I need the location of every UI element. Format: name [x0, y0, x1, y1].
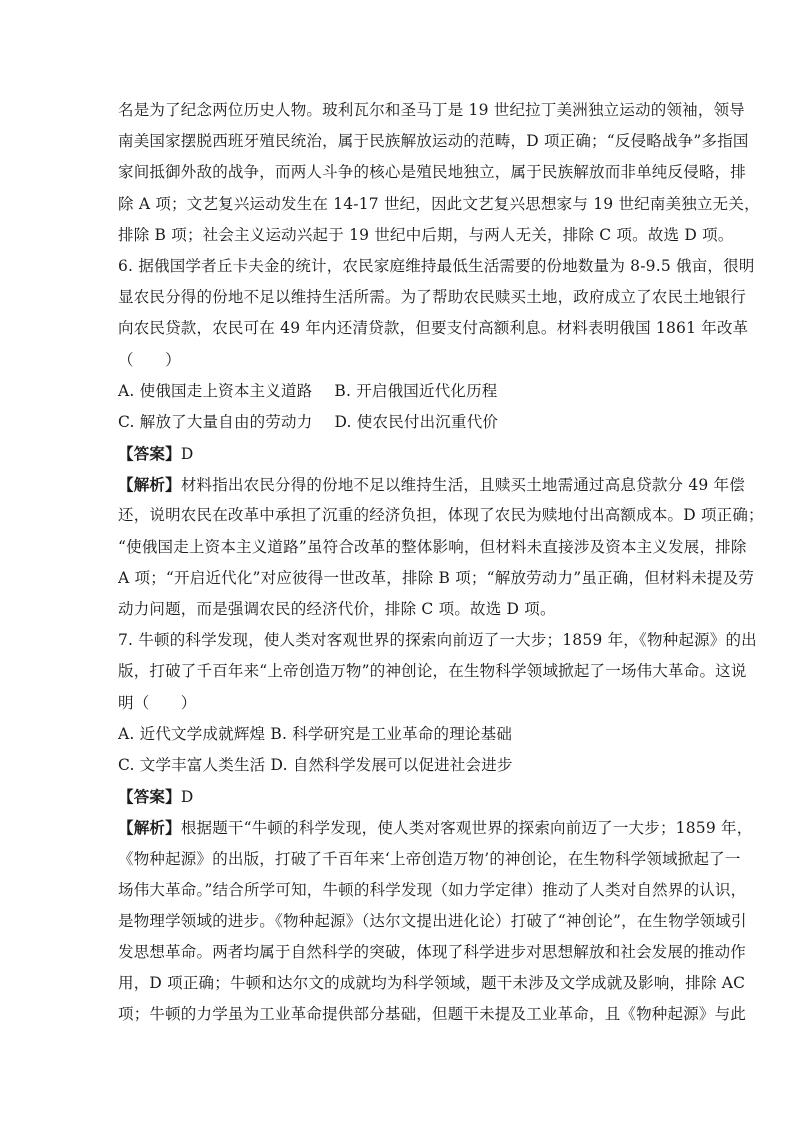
answer-line — [118, 438, 678, 469]
option-d: D. 自然科学发展可以促进社会进步 — [270, 755, 513, 774]
prev-analysis-continuation — [118, 95, 760, 251]
analysis-line: 场伟大革命。”结合所学可知，牛顿的科学发现（如力学定律）推动了人类对自然界的认识， — [118, 880, 747, 899]
answer-value: D — [180, 445, 194, 464]
text-line: 名是为了纪念两位历史人物。玻利瓦尔和圣马丁是 19 世纪拉丁美洲独立运动的领袖，领导 — [118, 101, 745, 119]
text-line: 南美国家摆脱西班牙殖民统治，属于民族解放运动的范畴，D 项正确；“反侵略战争”多指国 — [118, 132, 749, 151]
analysis-first-line — [118, 812, 753, 843]
question-stem-line: 向农民贷款，农民可在 49 年内还清贷款，但要支付高额利息。材料表明俄国 1861 年改革 — [118, 319, 749, 338]
option-a: A. 近代文学成就辉煌 — [118, 724, 266, 743]
analysis-line: 用，D 项正确；牛顿和达尔文的成就均为科学领域，题干未涉及文学成就及影响，排除 AC — [118, 974, 746, 993]
option-c: C. 文学丰富人类生活 — [118, 755, 266, 774]
question-stem-line: 7. 牛顿的科学发现，使人类对客观世界的探索向前迈了一大步；1859 年，《物种起源》的出 — [118, 631, 757, 650]
option-c: C. 解放了大量自由的劳动力 — [118, 412, 313, 431]
options-row-cd — [118, 750, 678, 781]
analysis-text: 根据题干“牛顿的科学发现，使人类对客观世界的探索向前迈了一大步；1859 年， — [180, 819, 753, 838]
answer-label: 【答案】 — [118, 444, 181, 464]
analysis-line: 还，说明农民在改革中承担了沉重的经济负担，体现了农民为赎地付出高额成本。D 项正确； — [118, 506, 764, 525]
question-stem-line: 版，打破了千百年来“上帝创造万物”的神创论，在生物科学领域掀起了一场伟大革命。这说 — [118, 662, 747, 681]
analysis-label: 【解析】 — [118, 818, 181, 838]
options-row-cd — [118, 407, 678, 438]
question-stem-line: 显农民分得的份地不足以维持生活所需。为了帮助农民赎买土地，政府成立了农民土地银行 — [118, 288, 747, 307]
option-a: A. 使俄国走上资本主义道路 — [118, 381, 313, 400]
analysis-label: 【解析】 — [118, 475, 181, 495]
analysis-line: “使俄国走上资本主义道路”虽符合改革的整体影响，但材料未直接涉及资本主义发展，排除 — [118, 537, 747, 556]
analysis-line: 项；牛顿的力学虽为工业革命提供部分基础，但题干未提及工业革命，且《物种起源》与此 — [118, 1005, 747, 1024]
question-stem-line: 明（ ） — [118, 693, 197, 712]
answer-line — [118, 781, 678, 812]
analysis-line: 发思想革命。两者均属于自然科学的突破，体现了科学进步对思想解放和社会发展的推动作 — [118, 943, 747, 962]
text-line: 排除 B 项；社会主义运动兴起于 19 世纪中后期，与两人无关，排除 C 项。故选 D 项。 — [118, 225, 734, 244]
document-page — [118, 95, 764, 1031]
answer-value: D — [180, 788, 194, 807]
analysis-line: 《物种起源》的出版，打破了千百年来‘上帝创造万物’的神创论，在生物科学领域掀起了一 — [118, 849, 741, 868]
options-row-ab — [118, 719, 678, 750]
question-6 — [118, 251, 764, 625]
option-b: B. 开启俄国近代化历程 — [334, 381, 498, 400]
answer-label: 【答案】 — [118, 787, 181, 807]
question-stem-line: 6. 据俄国学者丘卡夫金的统计，农民家庭维持最低生活需要的份地数量为 8-9.5 俄亩，很明 — [118, 256, 755, 275]
question-7 — [118, 625, 757, 1030]
text-line: 家间抵御外敌的战争，而两人斗争的核心是殖民地独立，属于民族解放而非单纯反侵略，排 — [118, 163, 747, 182]
analysis-first-line — [118, 469, 745, 500]
analysis-line: A 项；“开启近代化”对应彼得一世改革，排除 B 项；“解放劳动力”虽正确，但材料未提及劳 — [118, 568, 755, 587]
text-line: 除 A 项；文艺复兴运动发生在 14-17 世纪，因此文艺复兴思想家与 19 世纪南美独立无关， — [118, 194, 760, 213]
analysis-text: 材料指出农民分得的份地不足以维持生活，且赎买土地需通过高息贷款分 49 年偿 — [180, 476, 745, 495]
answer-blank: （ ） — [118, 350, 181, 369]
analysis-line: 动力问题，而是强调农民的经济代价，排除 C 项。故选 D 项。 — [118, 600, 556, 618]
option-b: B. 科学研究是工业革命的理论基础 — [270, 724, 513, 743]
analysis-line: 是物理学领域的进步。《物种起源》（达尔文提出进化论）打破了“神创论”，在生物学领域引 — [118, 911, 747, 930]
options-row-ab — [118, 376, 678, 407]
option-d: D. 使农民付出沉重代价 — [334, 412, 499, 431]
